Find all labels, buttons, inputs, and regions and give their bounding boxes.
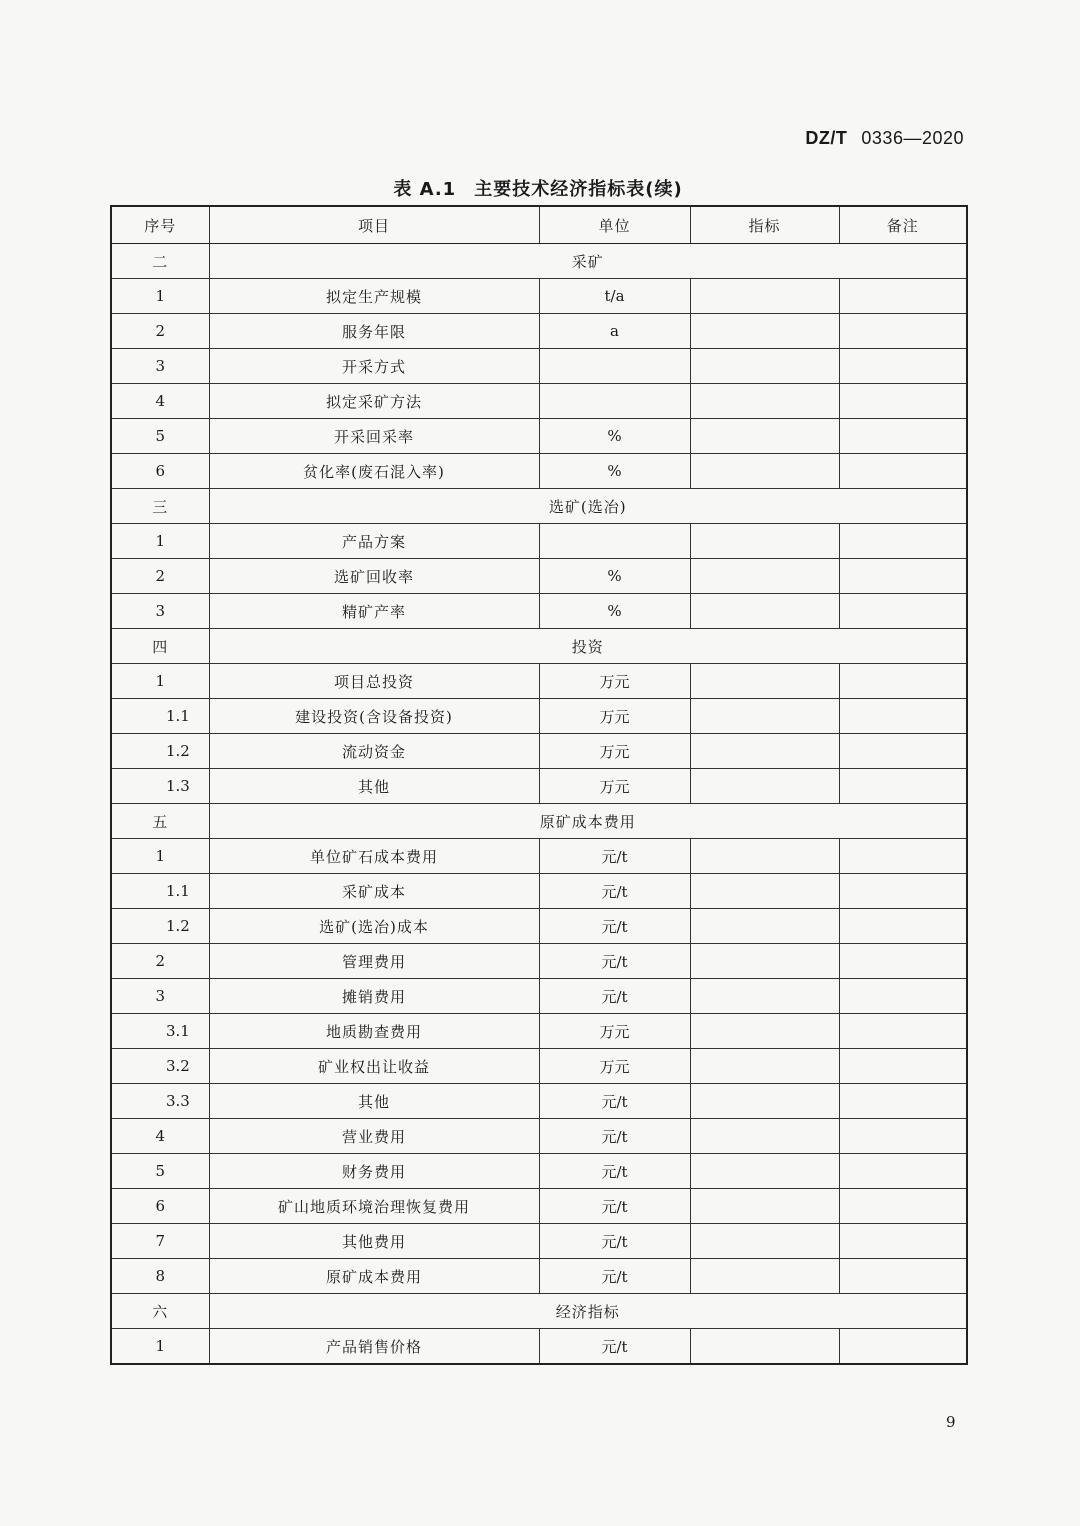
remark-cell bbox=[839, 734, 967, 769]
item-name: 矿业权出让收益 bbox=[209, 1049, 539, 1084]
section-title: 经济指标 bbox=[209, 1294, 967, 1329]
table-row bbox=[111, 559, 967, 594]
item-name: 采矿成本 bbox=[209, 874, 539, 909]
row-number: 1.2 bbox=[111, 909, 209, 944]
document-code-number: 0336—2020 bbox=[861, 128, 964, 148]
item-name: 产品销售价格 bbox=[209, 1329, 539, 1365]
unit-cell: 元/t bbox=[539, 1189, 690, 1224]
indicator-cell bbox=[690, 279, 839, 314]
section-number: 六 bbox=[111, 1294, 209, 1329]
unit-cell bbox=[539, 524, 690, 559]
remark-cell bbox=[839, 349, 967, 384]
remark-cell bbox=[839, 559, 967, 594]
item-name: 拟定采矿方法 bbox=[209, 384, 539, 419]
indicator-cell bbox=[690, 419, 839, 454]
unit-cell: 万元 bbox=[539, 699, 690, 734]
table-row bbox=[111, 1189, 967, 1224]
table-row bbox=[111, 1329, 967, 1365]
table-row bbox=[111, 1259, 967, 1294]
indicator-cell bbox=[690, 769, 839, 804]
item-name: 营业费用 bbox=[209, 1119, 539, 1154]
unit-cell: 元/t bbox=[539, 1224, 690, 1259]
remark-cell bbox=[839, 979, 967, 1014]
item-name: 流动资金 bbox=[209, 734, 539, 769]
table-number: 表 A.1 bbox=[393, 179, 457, 200]
table-row bbox=[111, 1084, 967, 1119]
section-title: 投资 bbox=[209, 629, 967, 664]
item-name: 项目总投资 bbox=[209, 664, 539, 699]
table-row bbox=[111, 1049, 967, 1084]
indicator-cell bbox=[690, 944, 839, 979]
remark-cell bbox=[839, 1259, 967, 1294]
remark-cell bbox=[839, 909, 967, 944]
row-number: 3.2 bbox=[111, 1049, 209, 1084]
item-name: 精矿产率 bbox=[209, 594, 539, 629]
unit-cell: 万元 bbox=[539, 734, 690, 769]
column-header-unit: 单位 bbox=[539, 206, 690, 244]
row-number: 3.1 bbox=[111, 1014, 209, 1049]
indicator-cell bbox=[690, 454, 839, 489]
remark-cell bbox=[839, 1049, 967, 1084]
unit-cell: 万元 bbox=[539, 664, 690, 699]
unit-cell: 元/t bbox=[539, 944, 690, 979]
row-number: 1.1 bbox=[111, 874, 209, 909]
item-name: 原矿成本费用 bbox=[209, 1259, 539, 1294]
unit-cell: % bbox=[539, 454, 690, 489]
indicator-cell bbox=[690, 1189, 839, 1224]
unit-cell: 元/t bbox=[539, 1329, 690, 1365]
table-row bbox=[111, 314, 967, 349]
remark-cell bbox=[839, 1329, 967, 1365]
item-name: 其他 bbox=[209, 1084, 539, 1119]
item-name: 服务年限 bbox=[209, 314, 539, 349]
table-header-row bbox=[111, 206, 967, 244]
indicator-cell bbox=[690, 699, 839, 734]
row-number: 1.3 bbox=[111, 769, 209, 804]
remark-cell bbox=[839, 1014, 967, 1049]
table-row bbox=[111, 454, 967, 489]
indicator-cell bbox=[690, 559, 839, 594]
indicator-cell bbox=[690, 1084, 839, 1119]
indicator-table bbox=[110, 205, 968, 1365]
remark-cell bbox=[839, 524, 967, 559]
item-name: 产品方案 bbox=[209, 524, 539, 559]
table-row bbox=[111, 419, 967, 454]
table-row bbox=[111, 979, 967, 1014]
indicator-cell bbox=[690, 1154, 839, 1189]
table-row bbox=[111, 734, 967, 769]
remark-cell bbox=[839, 1224, 967, 1259]
table-row bbox=[111, 699, 967, 734]
unit-cell: a bbox=[539, 314, 690, 349]
indicator-cell bbox=[690, 909, 839, 944]
item-name: 贫化率(废石混入率) bbox=[209, 454, 539, 489]
remark-cell bbox=[839, 419, 967, 454]
table-row bbox=[111, 944, 967, 979]
unit-cell: 元/t bbox=[539, 1084, 690, 1119]
row-number: 7 bbox=[111, 1224, 209, 1259]
item-name: 其他 bbox=[209, 769, 539, 804]
item-name: 其他费用 bbox=[209, 1224, 539, 1259]
item-name: 地质勘查费用 bbox=[209, 1014, 539, 1049]
item-name: 建设投资(含设备投资) bbox=[209, 699, 539, 734]
row-number: 4 bbox=[111, 1119, 209, 1154]
section-number: 四 bbox=[111, 629, 209, 664]
column-header-remark: 备注 bbox=[839, 206, 967, 244]
row-number: 5 bbox=[111, 419, 209, 454]
unit-cell: 万元 bbox=[539, 1014, 690, 1049]
table-row bbox=[111, 1119, 967, 1154]
column-header-item: 项目 bbox=[209, 206, 539, 244]
table-row bbox=[111, 1224, 967, 1259]
section-row bbox=[111, 244, 967, 279]
row-number: 1 bbox=[111, 1329, 209, 1365]
document-code bbox=[805, 128, 964, 149]
unit-cell: 元/t bbox=[539, 874, 690, 909]
row-number: 5 bbox=[111, 1154, 209, 1189]
table-row bbox=[111, 909, 967, 944]
indicator-cell bbox=[690, 524, 839, 559]
item-name: 单位矿石成本费用 bbox=[209, 839, 539, 874]
column-header-serial: 序号 bbox=[111, 206, 209, 244]
row-number: 6 bbox=[111, 1189, 209, 1224]
row-number: 3 bbox=[111, 594, 209, 629]
row-number: 2 bbox=[111, 314, 209, 349]
indicator-cell bbox=[690, 1259, 839, 1294]
item-name: 开采方式 bbox=[209, 349, 539, 384]
indicator-cell bbox=[690, 1224, 839, 1259]
remark-cell bbox=[839, 384, 967, 419]
item-name: 选矿回收率 bbox=[209, 559, 539, 594]
table-row bbox=[111, 664, 967, 699]
table-row bbox=[111, 279, 967, 314]
indicator-cell bbox=[690, 839, 839, 874]
table-row bbox=[111, 769, 967, 804]
unit-cell: 元/t bbox=[539, 1119, 690, 1154]
remark-cell bbox=[839, 594, 967, 629]
row-number: 3.3 bbox=[111, 1084, 209, 1119]
remark-cell bbox=[839, 1084, 967, 1119]
row-number: 8 bbox=[111, 1259, 209, 1294]
item-name: 管理费用 bbox=[209, 944, 539, 979]
section-row bbox=[111, 804, 967, 839]
table-row bbox=[111, 839, 967, 874]
row-number: 2 bbox=[111, 944, 209, 979]
unit-cell bbox=[539, 349, 690, 384]
table-row bbox=[111, 874, 967, 909]
remark-cell bbox=[839, 454, 967, 489]
column-header-indicator: 指标 bbox=[690, 206, 839, 244]
row-number: 2 bbox=[111, 559, 209, 594]
unit-cell: 元/t bbox=[539, 1259, 690, 1294]
unit-cell: % bbox=[539, 594, 690, 629]
row-number: 1 bbox=[111, 524, 209, 559]
row-number: 6 bbox=[111, 454, 209, 489]
row-number: 3 bbox=[111, 979, 209, 1014]
section-title: 原矿成本费用 bbox=[209, 804, 967, 839]
remark-cell bbox=[839, 1119, 967, 1154]
indicator-cell bbox=[690, 664, 839, 699]
remark-cell bbox=[839, 1189, 967, 1224]
unit-cell: 元/t bbox=[539, 1154, 690, 1189]
section-title: 选矿(选冶) bbox=[209, 489, 967, 524]
row-number: 3 bbox=[111, 349, 209, 384]
table-name: 主要技术经济指标表(续) bbox=[474, 179, 683, 200]
unit-cell: 元/t bbox=[539, 839, 690, 874]
item-name: 拟定生产规模 bbox=[209, 279, 539, 314]
item-name: 矿山地质环境治理恢复费用 bbox=[209, 1189, 539, 1224]
section-row bbox=[111, 489, 967, 524]
section-row bbox=[111, 1294, 967, 1329]
unit-cell: 万元 bbox=[539, 769, 690, 804]
row-number: 1 bbox=[111, 279, 209, 314]
table-row bbox=[111, 384, 967, 419]
row-number: 1.2 bbox=[111, 734, 209, 769]
unit-cell: 元/t bbox=[539, 909, 690, 944]
indicator-cell bbox=[690, 1119, 839, 1154]
row-number: 4 bbox=[111, 384, 209, 419]
section-row bbox=[111, 629, 967, 664]
table-body bbox=[111, 244, 967, 1365]
unit-cell: 元/t bbox=[539, 979, 690, 1014]
item-name: 摊销费用 bbox=[209, 979, 539, 1014]
indicator-cell bbox=[690, 349, 839, 384]
unit-cell bbox=[539, 384, 690, 419]
table-row bbox=[111, 1014, 967, 1049]
indicator-cell bbox=[690, 1014, 839, 1049]
indicator-cell bbox=[690, 594, 839, 629]
remark-cell bbox=[839, 944, 967, 979]
table-row bbox=[111, 524, 967, 559]
remark-cell bbox=[839, 1154, 967, 1189]
remark-cell bbox=[839, 839, 967, 874]
remark-cell bbox=[839, 314, 967, 349]
table-row bbox=[111, 1154, 967, 1189]
page-number: 9 bbox=[946, 1413, 956, 1431]
indicator-cell bbox=[690, 874, 839, 909]
unit-cell: 万元 bbox=[539, 1049, 690, 1084]
indicator-cell bbox=[690, 1329, 839, 1365]
table-title bbox=[110, 175, 966, 201]
section-number: 五 bbox=[111, 804, 209, 839]
item-name: 选矿(选冶)成本 bbox=[209, 909, 539, 944]
section-number: 二 bbox=[111, 244, 209, 279]
remark-cell bbox=[839, 699, 967, 734]
section-title: 采矿 bbox=[209, 244, 967, 279]
item-name: 财务费用 bbox=[209, 1154, 539, 1189]
indicator-cell bbox=[690, 384, 839, 419]
item-name: 开采回采率 bbox=[209, 419, 539, 454]
remark-cell bbox=[839, 769, 967, 804]
table-row bbox=[111, 594, 967, 629]
unit-cell: % bbox=[539, 559, 690, 594]
row-number: 1 bbox=[111, 839, 209, 874]
remark-cell bbox=[839, 874, 967, 909]
unit-cell: % bbox=[539, 419, 690, 454]
remark-cell bbox=[839, 664, 967, 699]
section-number: 三 bbox=[111, 489, 209, 524]
indicator-cell bbox=[690, 979, 839, 1014]
indicator-cell bbox=[690, 734, 839, 769]
unit-cell: t/a bbox=[539, 279, 690, 314]
indicator-cell bbox=[690, 1049, 839, 1084]
row-number: 1 bbox=[111, 664, 209, 699]
document-code-prefix: DZ/T bbox=[805, 128, 848, 148]
row-number: 1.1 bbox=[111, 699, 209, 734]
remark-cell bbox=[839, 279, 967, 314]
table-row bbox=[111, 349, 967, 384]
indicator-cell bbox=[690, 314, 839, 349]
